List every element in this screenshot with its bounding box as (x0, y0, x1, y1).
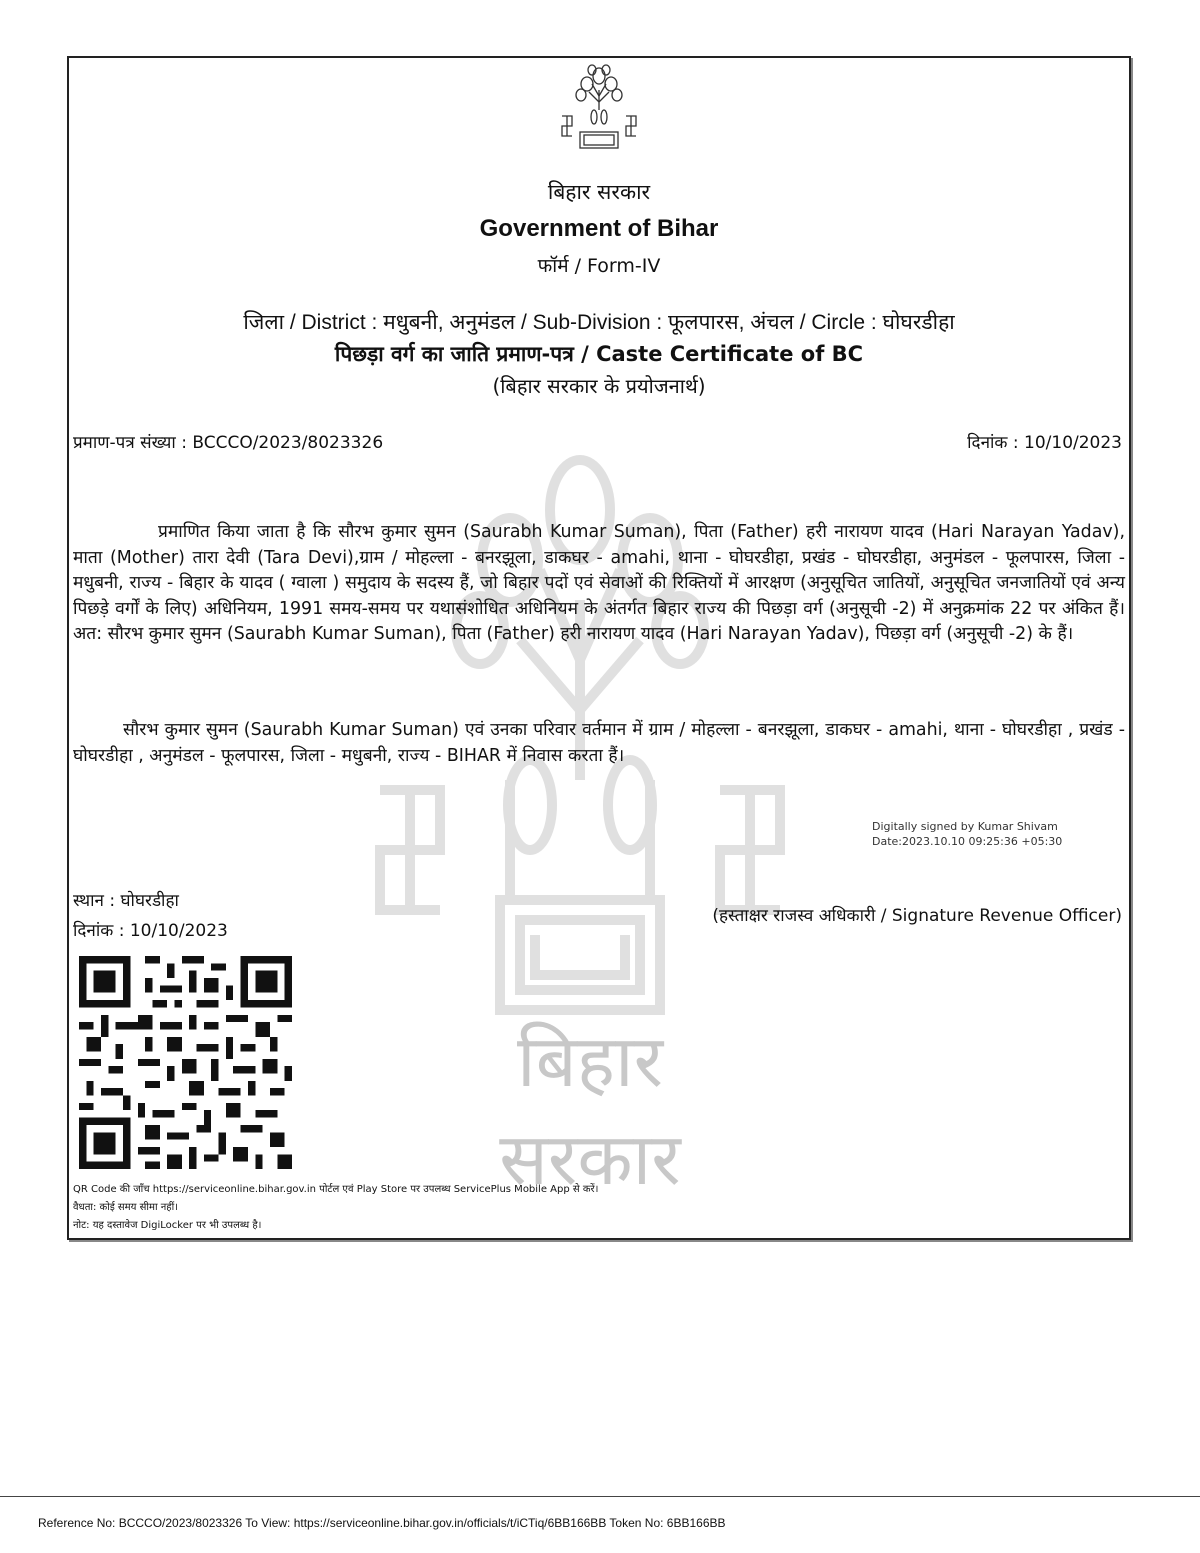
header-english-title: Government of Bihar (479, 215, 719, 242)
digital-signature-line-2: Date:2023.10.10 09:25:36 +05:30 (872, 835, 1063, 848)
footer-divider (0, 1496, 1200, 1497)
certificate-paragraph-1: प्रमाणित किया जाता है कि सौरभ कुमार सुमन (Saurabh Kumar Suman), पिता (Father) हरी नारायण यादव (Hari Narayan Yadav), माता (Mother) तारा देवी (Tara Devi),ग्राम / मोहल्ला - बनरझूला, डाकघर - amahi, थाना - घोघरडीहा, प्रखंड - घोघरडीहा, अनुमंडल - फूलपारस, जिला - मधुबनी, राज्य - बिहार के यादव ( ग्वाला ) समुदाय के सदस्य हैं, जो बिहार पदों एवं सेवाओं की रिक्तियों में आरक्षण (अनुसूचित जातियों, अनुसूचित जनजातियों एवं अन्य पिछड़े वर्गों के लिए) अधिनियम, 1991 समय-समय पर यथासंशोधित अधिनियम के अंतर्गत बिहार राज्य की पिछड़ा वर्ग (अनुसूची -2) में अनुक्रमांक 22 पर अंकित हैं। अत: सौरभ कुमार सुमन (Saurabh Kumar Suman), पिता (Father) हरी नारायण यादव (Hari Narayan Yadav), पिछड़ा वर्ग (अनुसूची -2) के हैं। (73, 522, 1125, 644)
place-label: स्थान : घोघरडीहा (73, 891, 179, 911)
digital-signature-line-1: Digitally signed by Kumar Shivam (872, 820, 1058, 833)
signature-officer: (हस्ताक्षर राजस्व अधिकारी / Signature Revenue Officer) (712, 906, 1122, 926)
certificate-date: दिनांक : 10/10/2023 (967, 433, 1122, 453)
form-label: फॉर्म / Form-IV (537, 255, 661, 277)
certificate-paragraph-2: सौरभ कुमार सुमन (Saurabh Kumar Suman) एवं उनका परिवार वर्तमान में ग्राम / मोहल्ला - बनरझूला, डाकघर - amahi, थाना - घोघरडीहा , प्रखंड - घोघरडीहा , अनुमंडल - फूलपारस, जिला - मधुबनी, राज्य - BIHAR में निवास करता हैं। (73, 720, 1125, 766)
header-hindi-title: बिहार सरकार (547, 180, 651, 204)
qr-code-icon (79, 956, 292, 1169)
watermark-text: बिहार सरकार (499, 1019, 681, 1201)
digilocker-note: नोट: यह दस्तावेज DigiLocker पर भी उपलब्ध है। (73, 1220, 262, 1231)
qr-verification-note: QR Code की जाँच https://serviceonline.bihar.gov.in पोर्टल एवं Play Store पर उपलब्ध ServicePlus Mobile App से करें। (73, 1184, 599, 1195)
certificate-title: पिछड़ा वर्ग का जाति प्रमाण-पत्र / Caste Certificate of BC (334, 342, 864, 366)
bihar-emblem-icon (554, 62, 644, 152)
footer-reference: Reference No: BCCCO/2023/8023326 To View: https://serviceonline.bihar.gov.in/officials/t/iCTiq/6BB166BB Token No: 6BB166BB (38, 1516, 726, 1530)
certificate-number: प्रमाण-पत्र संख्या : BCCCO/2023/8023326 (73, 433, 384, 453)
validity-note: वैधता: कोई समय सीमा नहीं। (73, 1202, 178, 1213)
purpose-line: (बिहार सरकार के प्रयोजनार्थ) (492, 374, 706, 398)
district-line: जिला / District : मधुबनी, अनुमंडल / Sub-Division : फूलपारस, अंचल / Circle : घोघरडीहा (243, 311, 955, 334)
digital-signature (872, 819, 1062, 849)
place-date: दिनांक : 10/10/2023 (73, 921, 228, 941)
